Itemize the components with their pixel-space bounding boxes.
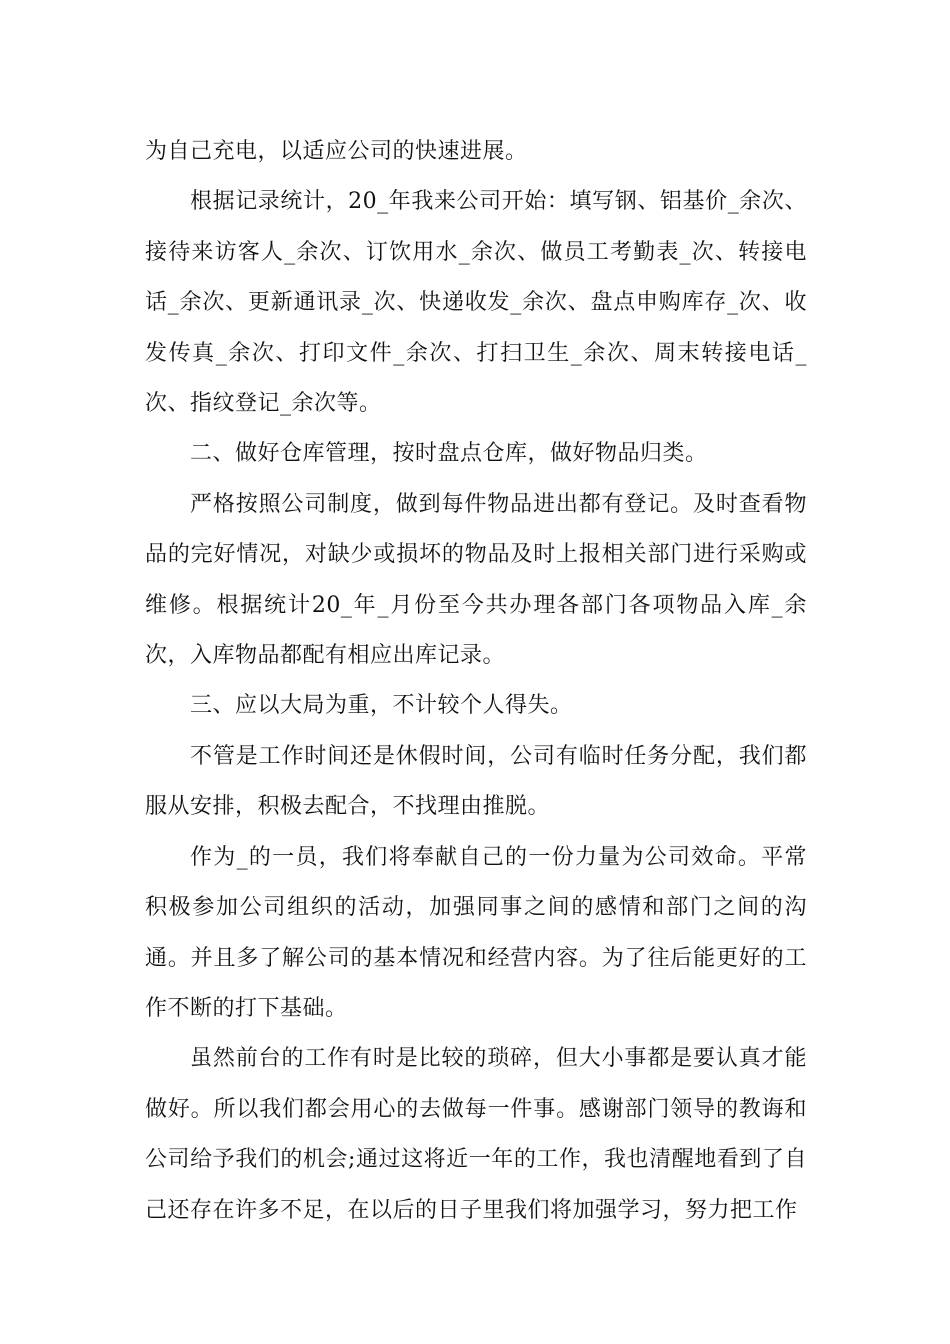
section-heading-warehouse: 二、做好仓库管理，按时盘点仓库，做好物品归类。 (190, 441, 708, 467)
document-body (145, 127, 807, 1236)
paragraph-company-member: 作为_的一员，我们将奉献自己的一份力量为公司效命。平常积极参加公司组织的活动，加强同事之间的感情和部门之间的沟通。并且多了解公司的基本情况和经营内容。为了往后能更好的工作不断的打下基础。 (145, 844, 807, 1021)
paragraph-teamwork: 不管是工作时间还是休假时间，公司有临时任务分配，我们都服从安排，积极去配合，不找理由推脱。 (145, 743, 807, 820)
paragraph-work-statistics: 根据记录统计，20_年我来公司开始：填写钢、铝基价_余次、接待来访客人_余次、订饮用水_余次、做员工考勤表_次、转接电话_余次、更新通讯录_次、快递收发_余次、盘点申购库存_次、收发传真_余次、打印文件_余次、打扫卫生_余次、周末转接电话_次、指纹登记_余次等。 (145, 189, 807, 417)
paragraph-continuation: 为自己充电，以适应公司的快速进展。 (145, 139, 528, 164)
paragraph-reflection: 虽然前台的工作有时是比较的琐碎，但大小事都是要认真才能做好。所以我们都会用心的去做每一件事。感谢部门领导的教诲和公司给予我们的机会;通过这将近一年的工作，我也清醒地看到了自己还存在许多不足，在以后的日子里我们将加强学习，努力把工作 (145, 1046, 807, 1223)
section-heading-teamwork: 三、应以大局为重，不计较个人得失。 (190, 693, 573, 719)
paragraph-warehouse-management: 严格按照公司制度，做到每件物品进出都有登记。及时查看物品的完好情况，对缺少或损坏的物品及时上报相关部门进行采购或维修。根据统计20_年_月份至今共办理各部门各项物品入库_余次，入库物品都配有相应出库记录。 (145, 491, 807, 669)
